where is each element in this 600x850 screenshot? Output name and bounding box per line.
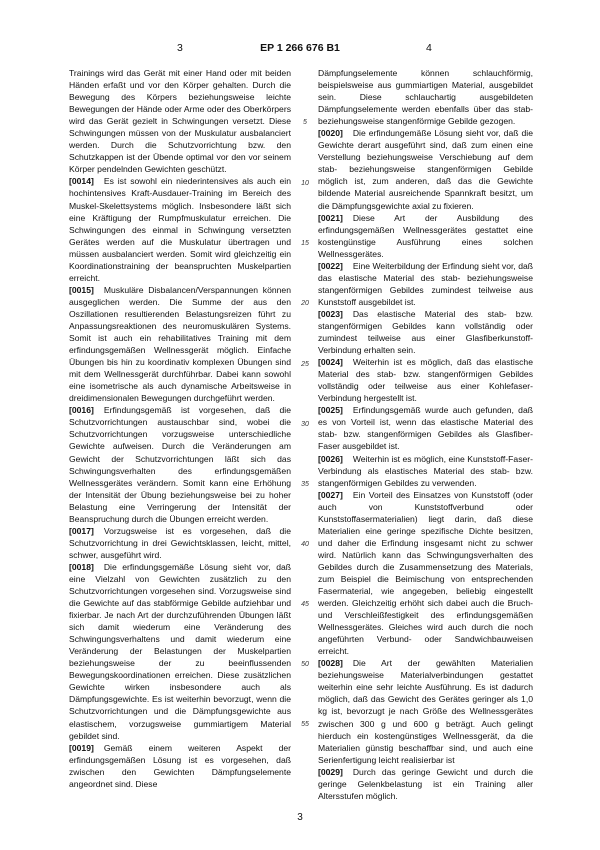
paragraph-number: [0016] (69, 405, 94, 416)
paragraph (318, 308, 533, 356)
line-number: 30 (301, 421, 309, 428)
line-number: 40 (301, 541, 309, 548)
line-number: 20 (301, 300, 309, 307)
paragraph (318, 212, 533, 260)
paragraph-text: Weiterhin ist es möglich, daß das elastische Material des stab- bzw. stangenförmigen Gebildes vollständig oder teilweise aus einer Kohlefaser-Verbindung hergestellt ist. (318, 357, 533, 404)
paragraph (318, 260, 533, 308)
paragraph-text: Die Art der gewählten Materialien beziehungsweise Materialverbindungen gestattet weiterhin eine sehr leichte Ausführung. Es ist dadurch möglich, daß das Gewicht des Gerätes geringer als 1,0 kg ist, bevorzugt je nach Größe des Wellnessgerätes zwischen 300 g und 600 g beträgt. Auch gelingt hierduch ein kostengünstiges Wellnessgerät, da die Materialien günstig beschaffbar sind, und auch eine Serienfertigung leicht realisierbar ist (318, 658, 533, 765)
line-number: 45 (301, 601, 309, 608)
paragraph-number: [0027] (318, 489, 343, 500)
paragraph (318, 657, 533, 765)
paragraph (69, 284, 291, 404)
paragraph-number: [0021] (318, 212, 343, 223)
paragraph (318, 766, 533, 802)
paragraph (318, 356, 533, 404)
paragraph-text: Gemäß einem weiteren Aspekt der erfindungsgemäßen Lösung ist es vorgesehen, daß zwischen den Gewichten Dämpfungselemente angeordnet sind. Diese (69, 742, 291, 789)
paragraph (69, 525, 291, 561)
paragraph-text: Erfindungsgemäß wurde auch gefunden, daß es von Vorteil ist, wenn das elastische Material des stab- bzw. stangenförmigen Gebildes als Glasfiber-Faser ausgebildet ist. (318, 405, 533, 452)
line-number: 25 (301, 361, 309, 368)
paragraph-text: Diese Art der Ausbildung des erfindungsgemäßen Wellnessgerätes gestattet eine kostengünstige Ausführung eines solchen Wellnessgerätes. (318, 212, 533, 259)
paragraph (69, 404, 291, 524)
paragraph-number: [0023] (318, 308, 343, 319)
paragraph (69, 67, 291, 175)
left-column-number: 3 (177, 42, 183, 54)
paragraph (318, 404, 533, 452)
paragraph (318, 453, 533, 489)
paragraph (69, 561, 291, 742)
paragraph-text: Erfindungsgemäß ist vorgesehen, daß die Schutzvorrichtungen austauschbar sind, wobei die Schutzvorrichtungen vorzugsweise unterschiedliche Gewichte aufweisen. Durch die Veränderungen am Gewicht der Schutzvorrichtungen läßt sich das Schwingungsverhalten des erfindungsgemäßen Wellnessgerätes verändern. Somit kann eine Erhöhung der Intensität der Übung beziehungsweise bei zu hoher Belastung eine Verringerung der Intensität der Beanspruchung durch die Übungen erreicht werden. (69, 405, 291, 524)
line-number: 35 (301, 481, 309, 488)
paragraph-number: [0018] (69, 561, 94, 572)
paragraph-text: Vorzugsweise ist es vorgesehen, daß die Schutzvorrichtung in drei Gewichtsklassen, leicht, mittel, schwer, ausgeführt wird. (69, 525, 291, 560)
paragraph-text: Weiterhin ist es möglich, eine Kunststoff-Faser-Verbindung als elastisches Material des stab- bzw. stangenförmigen Gebildes zu verwenden. (318, 453, 533, 488)
paragraph-number: [0015] (69, 284, 94, 295)
left-text-column (69, 67, 291, 790)
paragraph-number: [0024] (318, 357, 343, 368)
paragraph-text: Durch das geringe Gewicht und durch die geringe Gelenkbelastung ist ein Training aller Altersstufen möglich. (318, 766, 533, 801)
paragraph-text: Muskuläre Disbalancen/Verspannungen können ausgeglichen werden. Die Summe der aus den Oszillationen resultierenden Belastungsreizen führt zu Anpassungsreaktionen des neuromuskulären Systems. Somit ist auch ein rehabilitatives Training mit dem erfindungsgemäßen Wellnessgerät möglich. Einfache Übungen bis hin zu koordinativ komplexen Übungen sind mit dem Wellnessgerät durchführbar. Dabei kann sowohl eine isometrische als auch dynamische Arbeitsweise in dreidimensionalen Bewegungen durchgeführt werden. (69, 284, 291, 404)
paragraph-text: Das elastische Material des stab- bzw. stangenförmigen Gebildes kann vollständig oder zumindest teilweise aus einer Glasfiberkunstoff-Verbindung erhalten sein. (318, 308, 533, 356)
paragraph-number: [0014] (69, 176, 94, 187)
line-number: 55 (301, 721, 309, 728)
paragraph (69, 742, 291, 790)
paragraph-text: Dämpfungselemente können schlauchförmig, beispielsweise aus gummiartigen Material, ausgebildet sein. Diese schlauchartig ausgebildeten Dämpfungselemente werden ebenfalls über das stab- beziehungsweise stangenförmige Gebilde gezogen. (318, 68, 533, 127)
paragraph-text: Die erfindungemäße Lösung sieht vor, daß die Gewichte derart ausgeführt sind, daß zum einen eine Verstellung beziehungsweise Verschiebung auf dem stab- beziehungsweise stangenförmigen Gebilde möglich ist, zum anderen, daß das die Gewichte bildende Material ausreichende Spannkraft besitzt, um die Dämpfungsgewichte axial zu fixieren. (318, 128, 533, 211)
paragraph-number: [0025] (318, 405, 343, 416)
line-number: 15 (301, 240, 309, 247)
paragraph-number: [0029] (318, 766, 343, 777)
paragraph-text: Es ist sowohl ein niederintensives als auch ein hochintensives Kraft-Ausdauer-Training im Bereich des Muskel-Skelettsystems möglich. Insbesondere läßt sich eine Kräftigung der Rumpfmuskulatur erreichen. Die Schwingungen des einmal in Schwingung versetzten Gerätes werden auf die Muskulatur übertragen und müssen ausbalanciert werden. Somit wird gleichzeitig ein Koordinationstraining der beanspruchten Muskelpartien erreicht. (69, 176, 291, 283)
paragraph-number: [0022] (318, 260, 343, 271)
paragraph-number: [0020] (318, 128, 343, 139)
line-number: 10 (301, 180, 309, 187)
paragraph-text: Trainings wird das Gerät mit einer Hand oder mit beiden Händen erfaßt und vor den Körper gehalten. Durch die Bewegung des Körpers beziehungsweise leichte Bewegungen der Hände oder Arme oder des Oberkörpers wird das Gerät gezielt in Schwingungen versetzt. Diese Schwingungen müssen von der Muskulatur ausbalanciert werden. Durch die Schutzvorrichtung bzw. den Schutzkappen ist der Übende optimal vor den vor seinem Körper pendelnden Gewichten geschützt. (69, 68, 291, 175)
paragraph (318, 489, 533, 658)
paragraph-number: [0026] (318, 453, 343, 464)
page-number: 3 (297, 812, 303, 823)
document-id: EP 1 266 676 B1 (260, 42, 340, 54)
right-text-column (318, 67, 533, 802)
paragraph-text: Die erfindungsgemäße Lösung sieht vor, daß eine Vielzahl von Gewichten zusätzlich zu den Schutzvorrichtungen vorgesehen sind. Vorzugsweise sind die Gewichte auf das stabförmige Gebilde aufziehbar und fixierbar. Je nach Art der durchzuführenden Übungen läßt sich damit wiederum eine Veränderung des Schwingungsverhaltens und damit wiederum eine Veränderung der Belastungen der Muskelpartien beziehungsweise der zu beeinflussenden Bewegungskoordinationen erreichen. Diese zusätzlichen Gewichte wirken insbesondere auch als Dämpfungsgewichte. Es ist weiterhin bevorzugt, wenn die Schutzvorrichtungen und die Dämpfungsgewichte aus elastischem, vorzugsweise gummiartigem Material gebildet sind. (69, 561, 291, 741)
paragraph (69, 175, 291, 283)
paragraph-text: Eine Weiterbildung der Erfindung sieht vor, daß das elastische Material des stab- beziehungsweise stangenförmigen Gebildes zumindest teilweise aus Kunststoff ausgebildet ist. (318, 260, 533, 307)
line-number: 50 (301, 661, 309, 668)
paragraph (318, 127, 533, 211)
paragraph-number: [0028] (318, 658, 343, 669)
line-number: 5 (303, 119, 307, 126)
paragraph-text: Ein Vorteil des Einsatzes von Kunststoff (oder auch von Kunststoffverbund oder Kunststoffasermaterialien) liegt darin, daß diese Materialien eine geringe spezifische Dichte besitzen, und daher die Erfindung insgesamt nicht zu schwer wird. Natürlich kann das Schwingungsverhalten des Gebildes durch die Zusammensetzung des Materials, zum Beispiel die Beimischung von entsprechenden Fasermaterial, wie angegeben, beliebig eingestellt werden. Gleichzeitig erhöht sich dabei auch die Bruch- und Verschleißfestigkeit des erfindungsgemäßen Wellnessgerätes. Gleiches wird auch durch die noch angeführten Verbund- oder Sandwichbauweisen erreicht. (318, 489, 533, 657)
paragraph (318, 67, 533, 127)
paragraph-number: [0017] (69, 525, 94, 536)
paragraph-number: [0019] (69, 742, 94, 753)
right-column-number: 4 (426, 42, 432, 54)
